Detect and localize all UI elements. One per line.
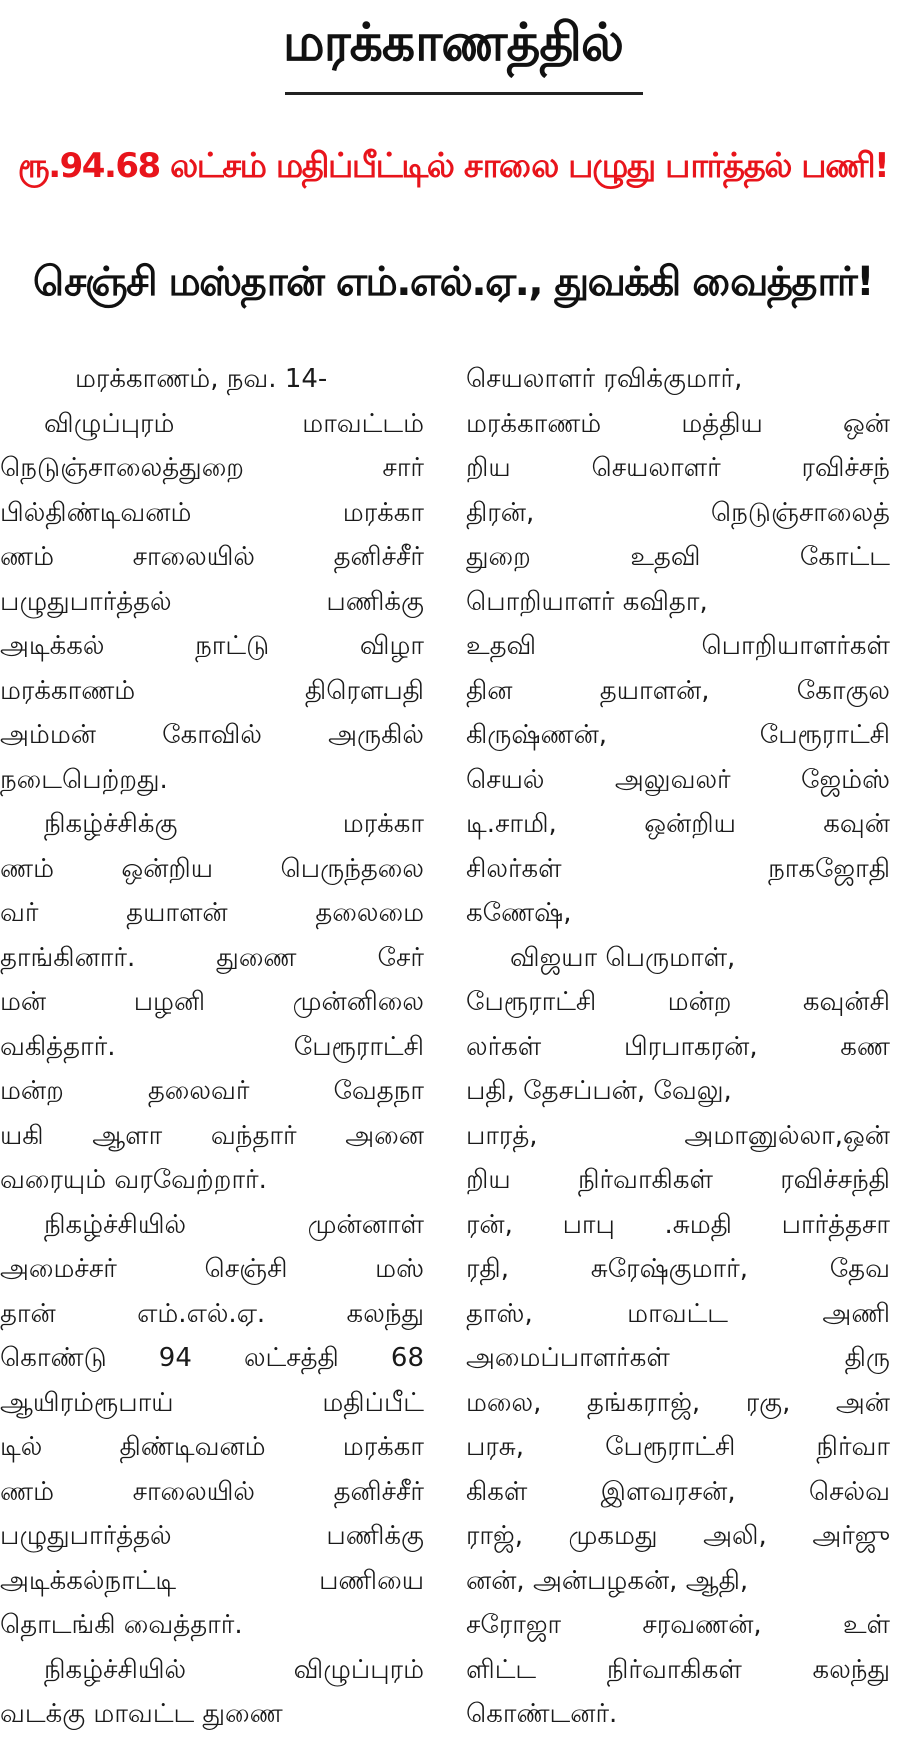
left-text-line: ணம் சாலையில் தனிச்சீர்	[0, 542, 424, 572]
kicker-heading: மரக்காணத்தில்	[282, 13, 624, 73]
right-text-line: பரசு, பேரூராட்சி நிர்வா	[466, 1432, 890, 1462]
left-text-line: மரக்காணம் திரெளபதி	[0, 675, 424, 706]
right-text-line: ளிட்ட நிர்வாகிகள் கலந்து	[466, 1654, 890, 1685]
right-text-line: சிலர்கள் நாகஜோதி	[466, 853, 890, 884]
right-text-line: னன், அன்பழகன், ஆதி,	[466, 1565, 749, 1596]
right-text-line: லர்கள் பிரபாகரன், கண	[466, 1031, 890, 1062]
left-text-line: ணம் சாலையில் தனிச்சீர்	[0, 1476, 424, 1507]
right-text-line: டி.சாமி, ஒன்றிய கவுன்	[466, 809, 890, 839]
right-text-line: உதவி பொறியாளர்கள்	[466, 631, 890, 661]
left-text-line: நிகழ்ச்சிக்கு மரக்கா	[44, 809, 424, 839]
right-text-line: பேரூராட்சி மன்ற கவுன்சி	[466, 987, 890, 1017]
right-text-line: சரோஜா சரவணன், உள்	[466, 1610, 890, 1640]
left-text-line: அடிக்கல்நாட்டி பணியை	[0, 1565, 424, 1596]
right-text-line: செயலாளர் ரவிக்குமார்,	[466, 364, 743, 394]
left-text-line: அடிக்கல் நாட்டு விழா	[0, 631, 424, 661]
heading-underline	[285, 92, 643, 95]
right-text-line: ரன், பாபு .சுமதி பார்த்தசா	[466, 1209, 890, 1240]
right-text-line: விஜயா பெருமாள்,	[510, 942, 736, 973]
left-text-line: அமைச்சர் செஞ்சி மஸ்	[0, 1254, 424, 1284]
right-text-line: தின தயாளன், கோகுல	[466, 675, 890, 706]
right-text-line: தாஸ், மாவட்ட அணி	[466, 1298, 890, 1329]
left-text-line: தாங்கினார். துணை சேர்	[0, 942, 424, 973]
right-text-line: மரக்காணம் மத்திய ஒன்	[466, 408, 890, 439]
left-text-line: வகித்தார். பேரூராட்சி	[0, 1031, 424, 1062]
left-text-line: பில்திண்டிவனம் மரக்கா	[0, 497, 424, 528]
right-text-line: கொண்டனர்.	[466, 1699, 618, 1729]
left-text-line: விழுப்புரம் மாவட்டம்	[44, 408, 424, 439]
right-text-line: செயல் அலுவலர் ஜேம்ஸ்	[466, 764, 890, 795]
left-text-line: தான் எம்.எல்.ஏ. கலந்து	[0, 1298, 424, 1329]
left-text-line: நிகழ்ச்சியில் விழுப்புரம்	[44, 1654, 424, 1685]
right-text-line: அமைப்பாளர்கள் திரு	[466, 1343, 890, 1373]
subheadline: செஞ்சி மஸ்தான் எம்.எல்.ஏ., துவக்கி வைத்தார்!	[32, 259, 873, 305]
headline: ரூ.94.68 லட்சம் மதிப்பீட்டில் சாலை பழுது பார்த்தல் பணி!	[17, 146, 889, 186]
right-text-line: ரதி, சுரேஷ்குமார், தேவ	[466, 1254, 890, 1284]
right-text-line: திரன், நெடுஞ்சாலைத்	[466, 497, 890, 528]
left-text-line: மன் பழனி முன்னிலை	[0, 987, 424, 1017]
left-text-line: வரையும் வரவேற்றார்.	[0, 1165, 267, 1195]
right-text-line: பதி, தேசப்பன், வேலு,	[466, 1076, 732, 1106]
right-text-line: மலை, தங்கராஜ், ரகு, அன்	[466, 1387, 890, 1418]
left-text-line: மன்ற தலைவர் வேதநா	[0, 1076, 424, 1106]
left-text-line: தொடங்கி வைத்தார்.	[0, 1610, 243, 1640]
left-text-line: வர் தயாளன் தலைமை	[0, 898, 424, 928]
left-text-line: நெடுஞ்சாலைத்துறை சார்	[0, 453, 424, 483]
left-text-line: பழுதுபார்த்தல் பணிக்கு	[0, 1521, 424, 1551]
right-text-line: பொறியாளர் கவிதா,	[466, 586, 708, 617]
right-text-line: கணேஷ்,	[466, 898, 572, 928]
right-text-line: பாரத், அமானுல்லா,ஒன்	[466, 1120, 890, 1151]
left-text-line: அம்மன் கோவில் அருகில்	[0, 720, 424, 750]
left-text-line: நடைபெற்றது.	[0, 764, 168, 795]
right-text-line: கிகள் இளவரசன், செல்வ	[466, 1476, 890, 1507]
left-text-line: மரக்காணம், நவ. 14-	[75, 364, 328, 394]
left-text-line: டில் திண்டிவனம் மரக்கா	[0, 1432, 424, 1462]
right-text-line: கிருஷ்ணன், பேரூராட்சி	[466, 720, 890, 750]
left-text-line: ஆயிரம்ரூபாய் மதிப்பீட்	[0, 1387, 424, 1418]
right-text-line: றிய செயலாளர் ரவிச்சந்	[466, 453, 890, 483]
left-text-line: வடக்கு மாவட்ட துணை	[0, 1699, 283, 1729]
left-text-line: யகி ஆளா வந்தார் அனை	[0, 1120, 424, 1151]
left-text-line: கொண்டு 94 லட்சத்தி 68	[0, 1343, 424, 1373]
left-text-line: பழுதுபார்த்தல் பணிக்கு	[0, 586, 424, 617]
right-text-line: துறை உதவி கோட்ட	[466, 542, 890, 572]
right-text-line: ராஜ், முகமது அலி, அர்ஜு	[466, 1521, 890, 1551]
right-text-line: றிய நிர்வாகிகள் ரவிச்சந்தி	[466, 1165, 890, 1195]
left-text-line: நிகழ்ச்சியில் முன்னாள்	[44, 1209, 424, 1240]
left-text-line: ணம் ஒன்றிய பெருந்தலை	[0, 853, 424, 884]
